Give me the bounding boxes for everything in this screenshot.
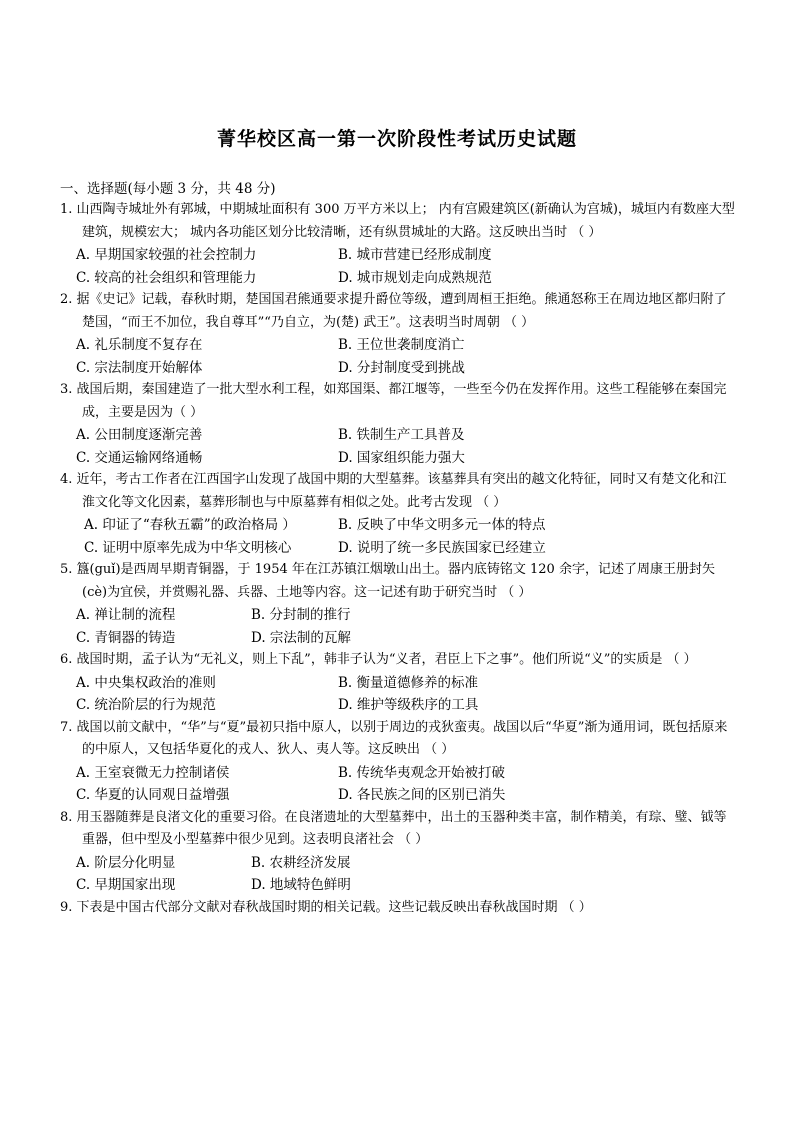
option-d: D. 地域特色鲜明 [251, 877, 351, 893]
question-stem: 4. 近年，考古工作者在江西国字山发现了战国中期的大型墓葬。该墓葬具有突出的越文化特征，同时又有楚文化和江淮文化等文化因素，墓葬形制也与中原墓葬有相似之处。此考古发现 （ ） [60, 472, 727, 510]
option-b: B. 传统华夷观念开始被打破 [338, 764, 506, 781]
question-stem: 7. 战国以前文献中，“华”与“夏”最初只指中原人，以别于周边的戎狄蛮夷。战国以后“华夏”渐为通用词，既包括原来的中原人，又包括华夏化的戎人、狄人、夷人等。这反映出 （ ） [60, 719, 728, 757]
option-c: C. 证明中原率先成为中华文明核心 [84, 539, 292, 556]
option-grid [60, 244, 736, 289]
option-a: A. 公田制度逐渐完善 [76, 427, 203, 443]
option-d: D. 维护等级秩序的工具 [338, 697, 479, 713]
question-5 [60, 559, 736, 649]
option-a: A. 阶层分化明显 [76, 854, 176, 871]
question-stem: 5. 簋(guǐ)是西周早期青铜器，于 1954 年在江苏镇江烟墩山出土。器内底铸铭文 120 余字，记述了周康王册封矢(cè)为宜侯，并赏赐礼器、兵器、土地等内容。这一记述有助于研究当时 （ ） [60, 562, 715, 600]
page-title: 菁华校区高一第一次阶段性考试历史试题 [216, 128, 577, 150]
option-b: B. 城市营建已经形成制度 [338, 247, 492, 263]
option-grid [60, 604, 736, 649]
option-d: D. 城市规划走向成熟规范 [338, 269, 492, 286]
option-d: D. 各民族之间的区别已消失 [338, 787, 506, 803]
option-b: B. 铁制生产工具普及 [338, 427, 465, 443]
option-a: A. 礼乐制度不复存在 [76, 337, 203, 353]
option-c: C. 早期国家出现 [76, 877, 176, 893]
question-list [60, 199, 736, 919]
option-b: B. 衡量道德修养的标准 [338, 674, 479, 691]
option-a: A. 早期国家较强的社会控制力 [76, 247, 257, 263]
option-c: C. 宗法制度开始解体 [76, 359, 203, 376]
option-grid [60, 334, 736, 379]
question-stem: 6. 战国时期，孟子认为“无礼义，则上下乱”，韩非子认为“义者，君臣上下之事”。他们所说“义”的实质是 （ ） [60, 652, 697, 667]
question-1 [60, 199, 736, 289]
option-grid [60, 672, 736, 717]
question-stem: 2. 据《史记》记载，春秋时期，楚国国君熊通要求提升爵位等级，遭到周桓王拒绝。熊通怒称王在周边地区都归附了楚国，“而王不加位，我自尊耳”“乃自立，为(楚) 武王”。这表明当时周朝 （ ） [60, 292, 727, 330]
option-d: D. 宗法制的瓦解 [251, 629, 351, 646]
option-b: B. 分封制的推行 [251, 607, 351, 623]
option-grid [60, 424, 736, 469]
option-b: B. 农耕经济发展 [251, 854, 351, 871]
option-a: A. 中央集权政治的准则 [76, 674, 216, 691]
option-a: A. 禅让制的流程 [76, 607, 176, 623]
question-6 [60, 649, 736, 717]
option-c: C. 交通运输网络通畅 [76, 449, 203, 466]
question-stem: 9. 下表是中国古代部分文献对春秋战国时期的相关记载。这些记载反映出春秋战国时期 （ ） [60, 899, 592, 915]
question-stem: 1. 山西陶寺城址外有郭城，中期城址面积有 300 万平方米以上； 内有宫殿建筑区(新确认为宫城)，城垣内有数座大型建筑，规模宏大； 城内各功能区划分比较清晰，还有纵贯城址的大路。这反映出当时 （ ） [60, 202, 735, 240]
question-stem: 8. 用玉器随葬是良渚文化的重要习俗。在良渚遗址的大型墓葬中，出土的玉器种类丰富，制作精美，有琮、璧、钺等重器，但中型及小型墓葬中很少见到。这表明良渚社会 （ ） [60, 809, 727, 847]
section-heading: 一、选择题(每小题 3 分，共 48 分) [60, 181, 276, 197]
option-b: B. 反映了中华文明多元一体的特点 [338, 517, 546, 533]
option-a: A. 王室衰微无力控制诸侯 [76, 764, 230, 781]
option-grid [60, 514, 736, 559]
option-grid [60, 762, 736, 807]
option-c: C. 青铜器的铸造 [76, 629, 176, 646]
question-2 [60, 289, 736, 379]
question-9 [60, 897, 736, 920]
question-8 [60, 807, 736, 897]
question-3 [60, 379, 736, 469]
option-b: B. 王位世袭制度消亡 [338, 337, 465, 353]
option-c: C. 统治阶层的行为规范 [76, 697, 216, 713]
question-7 [60, 717, 736, 807]
option-d: D. 分封制度受到挑战 [338, 359, 465, 376]
option-a: A. 印证了“春秋五霸”的政治格局 ） [84, 517, 296, 533]
option-d: D. 国家组织能力强大 [338, 449, 465, 466]
option-d: D. 说明了统一多民族国家已经建立 [338, 539, 546, 556]
question-4 [60, 469, 736, 559]
option-grid [60, 852, 736, 897]
question-stem: 3. 战国后期，秦国建造了一批大型水利工程，如郑国渠、都江堰等，一些至今仍在发挥作用。这些工程能够在秦国完成，主要是因为（ ） [60, 382, 727, 420]
option-c: C. 华夏的认同观日益增强 [76, 787, 230, 803]
option-c: C. 较高的社会组织和管理能力 [76, 269, 257, 286]
